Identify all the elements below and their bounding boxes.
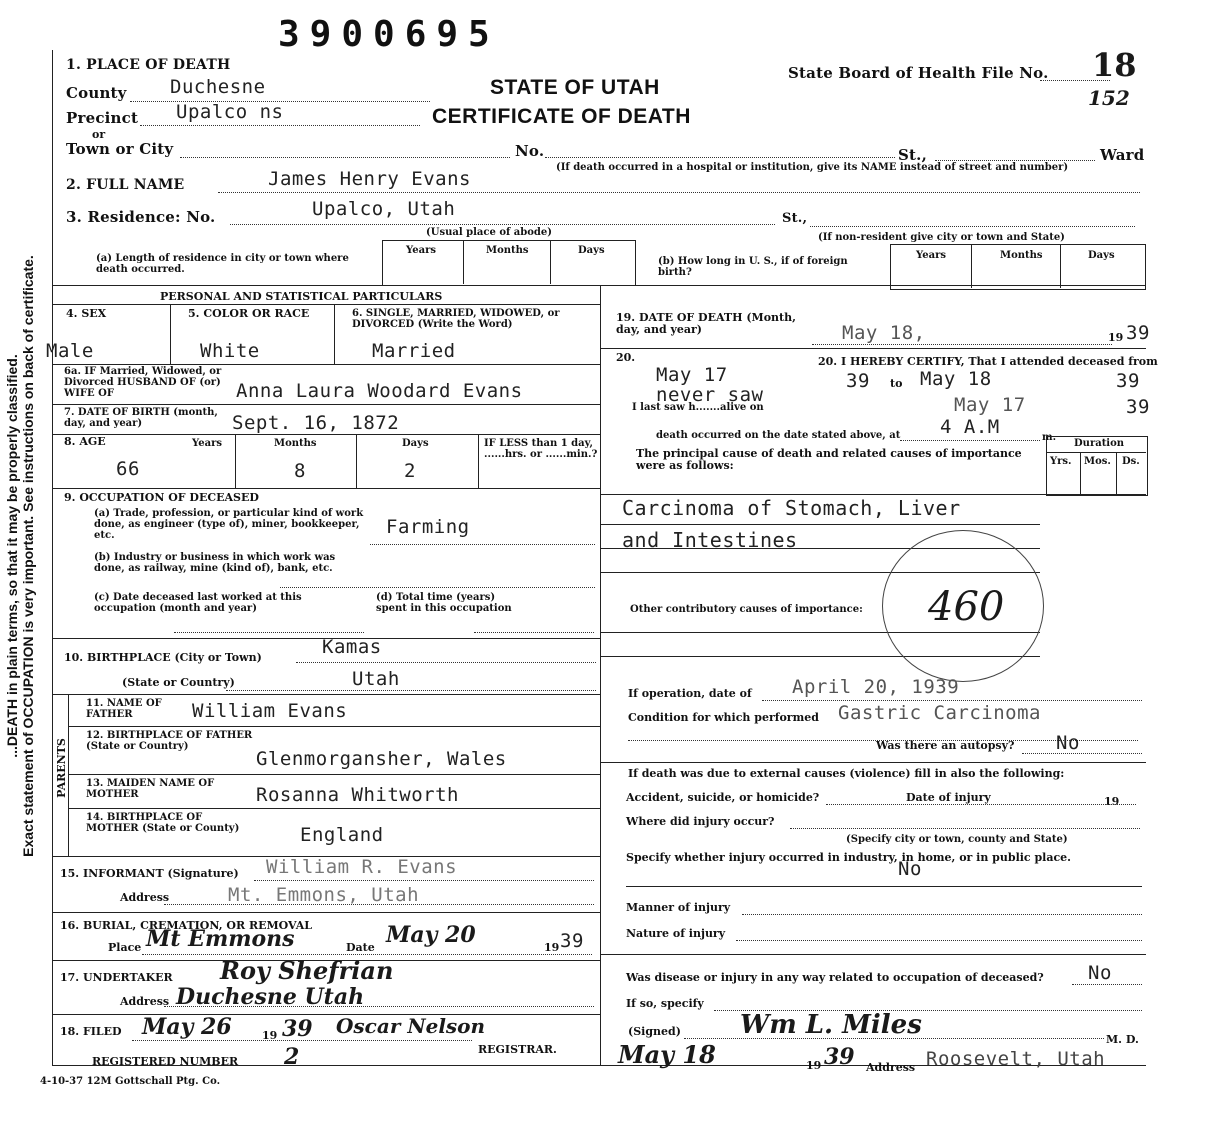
hospital-note: (If death occurred in a hospital or institution, give its NAME instead of street and number) bbox=[556, 162, 1069, 173]
undertaker-value: Roy Shefrian bbox=[220, 956, 394, 985]
last-saw-label: I last saw h.......alive on bbox=[632, 402, 764, 413]
birthplace-state: Utah bbox=[352, 668, 400, 690]
principal-label: The principal cause of death and related causes of importance were as follows: bbox=[636, 447, 1022, 472]
days-col-b: Days bbox=[1088, 250, 1115, 261]
certify-to-year: 39 bbox=[1116, 370, 1140, 392]
marital-value: Married bbox=[372, 340, 456, 362]
burial-place-label: Place bbox=[108, 941, 142, 954]
where-injury-label: Where did injury occur? bbox=[626, 815, 775, 828]
certify-to-label: to bbox=[890, 377, 903, 390]
no-label: No. bbox=[515, 142, 545, 160]
margin-instruction: ...DEATH in plain terms, so that it may be properly classified. Exact statement of OCCUPATION is very important. See instructions on back of certificate. bbox=[4, 255, 36, 857]
occupation-heading: 9. OCCUPATION OF DECEASED bbox=[64, 491, 259, 504]
external-label: If death was due to external causes (violence) fill in also the following: bbox=[628, 767, 1065, 780]
burial-year: 39 bbox=[560, 930, 584, 952]
never-saw: never saw bbox=[656, 384, 764, 406]
father-value: William Evans bbox=[192, 700, 348, 722]
m-label: m. bbox=[1042, 432, 1057, 443]
birth-date-value: Sept. 16, 1872 bbox=[232, 412, 400, 434]
town-label: Town or City bbox=[66, 140, 174, 158]
death-year-prefix: 19 bbox=[1108, 331, 1124, 344]
filed-year: 39 bbox=[282, 1016, 313, 1042]
us-length-label: (b) How long in U. S., if of foreign birth? bbox=[658, 256, 848, 278]
death-date-label: 19. DATE OF DEATH (Month, day, and year) bbox=[616, 311, 796, 336]
st-label: St., bbox=[898, 146, 928, 164]
precinct-label: Precinct bbox=[66, 109, 139, 127]
signed-year-prefix: 19 bbox=[806, 1059, 822, 1072]
months-col-a: Months bbox=[486, 245, 529, 256]
other-causes-label: Other contributory causes of importance: bbox=[630, 604, 863, 615]
injury-date-label: Date of injury bbox=[906, 791, 991, 804]
father-birth-label: 12. BIRTHPLACE OF FATHER (State or Country) bbox=[86, 730, 253, 752]
undertaker-label: 17. UNDERTAKER bbox=[60, 971, 173, 984]
state-title: STATE OF UTAH bbox=[490, 76, 660, 99]
age-label: 8. AGE bbox=[64, 435, 106, 448]
death-time: 4 A.M bbox=[940, 416, 1000, 438]
md-label: M. D. bbox=[1106, 1033, 1139, 1046]
occupation-b-label: (b) Industry or business in which work was done, as railway, mine (kind of), bank, etc. bbox=[94, 552, 336, 574]
serial-number: 3900695 bbox=[278, 14, 500, 55]
occupation-related-value: No bbox=[1088, 962, 1112, 984]
filed-year-prefix: 19 bbox=[262, 1029, 278, 1042]
certificate-title: CERTIFICATE OF DEATH bbox=[432, 105, 691, 128]
signed-address: Roosevelt, Utah bbox=[926, 1048, 1106, 1070]
usual-note: (Usual place of abode) bbox=[426, 227, 552, 238]
registered-number-label: REGISTERED NUMBER bbox=[92, 1055, 239, 1068]
signed-date: May 18 bbox=[618, 1040, 716, 1069]
specify-city-note: (Specify city or town, county and State) bbox=[846, 834, 1068, 845]
years-col-a: Years bbox=[406, 245, 437, 256]
last-saw: May 17 bbox=[954, 394, 1026, 416]
precinct-value: Upalco ns bbox=[176, 101, 284, 123]
parents-side-label: PARENTS bbox=[54, 738, 68, 798]
death-year: 39 bbox=[1126, 322, 1150, 344]
age-months: 8 bbox=[294, 460, 306, 482]
occupation-related-label: Was disease or injury in any way related to occupation of deceased? bbox=[626, 971, 1044, 984]
age-years: 66 bbox=[116, 458, 140, 480]
years-col-b: Years bbox=[916, 250, 947, 261]
occupation-a-value: Farming bbox=[386, 516, 470, 538]
certify-from: May 17 bbox=[656, 364, 728, 386]
if-so-label: If so, specify bbox=[626, 997, 704, 1010]
signed-label: (Signed) bbox=[628, 1025, 681, 1038]
injury-year-prefix: 19 bbox=[1104, 795, 1120, 808]
burial-year-prefix: 19 bbox=[544, 941, 560, 954]
burial-label: 16. BURIAL, CREMATION, OR REMOVAL bbox=[60, 919, 312, 932]
birthplace-city: Kamas bbox=[322, 636, 382, 658]
filed-label: 18. FILED bbox=[60, 1025, 122, 1038]
race-label: 5. COLOR OR RACE bbox=[188, 307, 310, 320]
certify-number: 20. bbox=[616, 351, 636, 364]
undertaker-address: Duchesne Utah bbox=[176, 984, 365, 1010]
full-name-label: 2. FULL NAME bbox=[66, 177, 185, 193]
undertaker-address-label: Address bbox=[120, 995, 170, 1008]
months-col-b: Months bbox=[1000, 250, 1043, 261]
autopsy-value: No bbox=[1056, 732, 1080, 754]
sex-label: 4. SEX bbox=[66, 307, 107, 320]
age-years-label: Years bbox=[192, 438, 223, 449]
informant-address-label: Address bbox=[120, 891, 170, 904]
signed-value: Wm L. Miles bbox=[740, 1010, 922, 1040]
birthplace-label: 10. BIRTHPLACE (City or Town) bbox=[64, 651, 262, 664]
county-value: Duchesne bbox=[170, 76, 266, 98]
signed-address-label: Address bbox=[866, 1061, 916, 1074]
informant-value: William R. Evans bbox=[266, 856, 458, 878]
spouse-label: 6a. IF Married, Widowed, or Divorced HUSBAND OF (or) WIFE OF bbox=[64, 366, 222, 399]
duration-yrs: Yrs. bbox=[1050, 456, 1072, 467]
cause-1: Carcinoma of Stomach, Liver bbox=[622, 496, 961, 520]
file-no-sub: 152 bbox=[1088, 86, 1130, 110]
cause-code: 460 bbox=[928, 584, 1005, 630]
burial-date-label: Date bbox=[346, 941, 375, 954]
residence-value: Upalco, Utah bbox=[312, 198, 456, 220]
registered-number: 2 bbox=[284, 1044, 300, 1070]
father-birth-value: Glenmorgansher, Wales bbox=[256, 748, 507, 770]
operation-date: April 20, 1939 bbox=[792, 676, 960, 698]
burial-place: Mt Emmons bbox=[146, 926, 295, 952]
industry-value: No bbox=[898, 858, 922, 880]
cause-2: and Intestines bbox=[622, 528, 798, 552]
certify-to: May 18 bbox=[920, 368, 992, 390]
duration-ds: Ds. bbox=[1122, 456, 1140, 467]
registrar-signature: Oscar Nelson bbox=[336, 1014, 486, 1038]
accident-label: Accident, suicide, or homicide? bbox=[626, 791, 820, 804]
informant-address: Mt. Emmons, Utah bbox=[228, 884, 420, 906]
filed-value: May 26 bbox=[142, 1014, 232, 1040]
birth-date-label: 7. DATE OF BIRTH (month, day, and year) bbox=[64, 407, 218, 429]
race-value: White bbox=[200, 340, 260, 362]
county-label: County bbox=[66, 84, 127, 102]
burial-date: May 20 bbox=[386, 922, 476, 948]
certify-label: 20. I HEREBY CERTIFY, That I attended deceased from bbox=[818, 355, 1158, 368]
printer-line: 4-10-37 12M Gottschall Ptg. Co. bbox=[40, 1076, 221, 1087]
occurred-label: death occurred on the date stated above, at bbox=[656, 430, 901, 441]
autopsy-label: Was there an autopsy? bbox=[876, 739, 1015, 752]
mother-birth-label: 14. BIRTHPLACE OF MOTHER (State or County) bbox=[86, 812, 240, 834]
place-heading: 1. PLACE OF DEATH bbox=[66, 57, 231, 73]
birthplace-state-label: (State or Country) bbox=[122, 676, 235, 689]
mother-birth-value: England bbox=[300, 824, 384, 846]
less-label: IF LESS than 1 day, ......hrs. or ......min.? bbox=[484, 438, 598, 460]
residence-label: 3. Residence: No. bbox=[66, 208, 216, 226]
industry-label: Specify whether injury occurred in industry, in home, or in public place. bbox=[626, 851, 1071, 864]
nonres-note: (If non-resident give city or town and State) bbox=[818, 232, 1065, 243]
occupation-c-label: (c) Date deceased last worked at this occupation (month and year) bbox=[94, 592, 302, 614]
file-no-label: State Board of Health File No. bbox=[788, 64, 1049, 82]
nature-label: Nature of injury bbox=[626, 927, 726, 940]
condition-value: Gastric Carcinoma bbox=[838, 702, 1041, 724]
signed-year: 39 bbox=[824, 1044, 855, 1070]
personal-heading: PERSONAL AND STATISTICAL PARTICULARS bbox=[160, 290, 443, 303]
occupation-a-label: (a) Trade, profession, or particular kind of work done, as engineer (type of), miner, bookkeeper, etc. bbox=[94, 508, 364, 541]
age-days: 2 bbox=[404, 460, 416, 482]
occupation-d-label: (d) Total time (years) spent in this occupation bbox=[376, 592, 512, 614]
duration-label: Duration bbox=[1074, 438, 1125, 449]
days-col-a: Days bbox=[578, 245, 605, 256]
father-label: 11. NAME OF FATHER bbox=[86, 698, 162, 720]
condition-label: Condition for which performed bbox=[628, 711, 819, 724]
residence-st-label: St., bbox=[782, 211, 808, 226]
last-saw-year: 39 bbox=[1126, 396, 1150, 418]
operation-date-label: If operation, date of bbox=[628, 687, 752, 700]
file-no: 18 bbox=[1092, 46, 1137, 84]
certify-from-year: 39 bbox=[846, 370, 870, 392]
ward-label: Ward bbox=[1100, 146, 1145, 164]
spouse-value: Anna Laura Woodard Evans bbox=[236, 380, 523, 402]
length-label: (a) Length of residence in city or town where death occurred. bbox=[96, 253, 349, 275]
age-months-label: Months bbox=[274, 438, 317, 449]
or-label: or bbox=[92, 128, 106, 141]
mother-label: 13. MAIDEN NAME OF MOTHER bbox=[86, 778, 215, 800]
informant-label: 15. INFORMANT (Signature) bbox=[60, 867, 239, 880]
sex-value: Male bbox=[46, 340, 94, 362]
death-date-value: May 18, bbox=[842, 322, 926, 344]
duration-mos: Mos. bbox=[1084, 456, 1111, 467]
age-days-label: Days bbox=[402, 438, 429, 449]
manner-label: Manner of injury bbox=[626, 901, 731, 914]
registrar-label: REGISTRAR. bbox=[478, 1043, 557, 1056]
mother-value: Rosanna Whitworth bbox=[256, 784, 459, 806]
marital-label: 6. SINGLE, MARRIED, WIDOWED, or DIVORCED (Write the Word) bbox=[352, 308, 560, 330]
full-name-value: James Henry Evans bbox=[268, 168, 471, 190]
